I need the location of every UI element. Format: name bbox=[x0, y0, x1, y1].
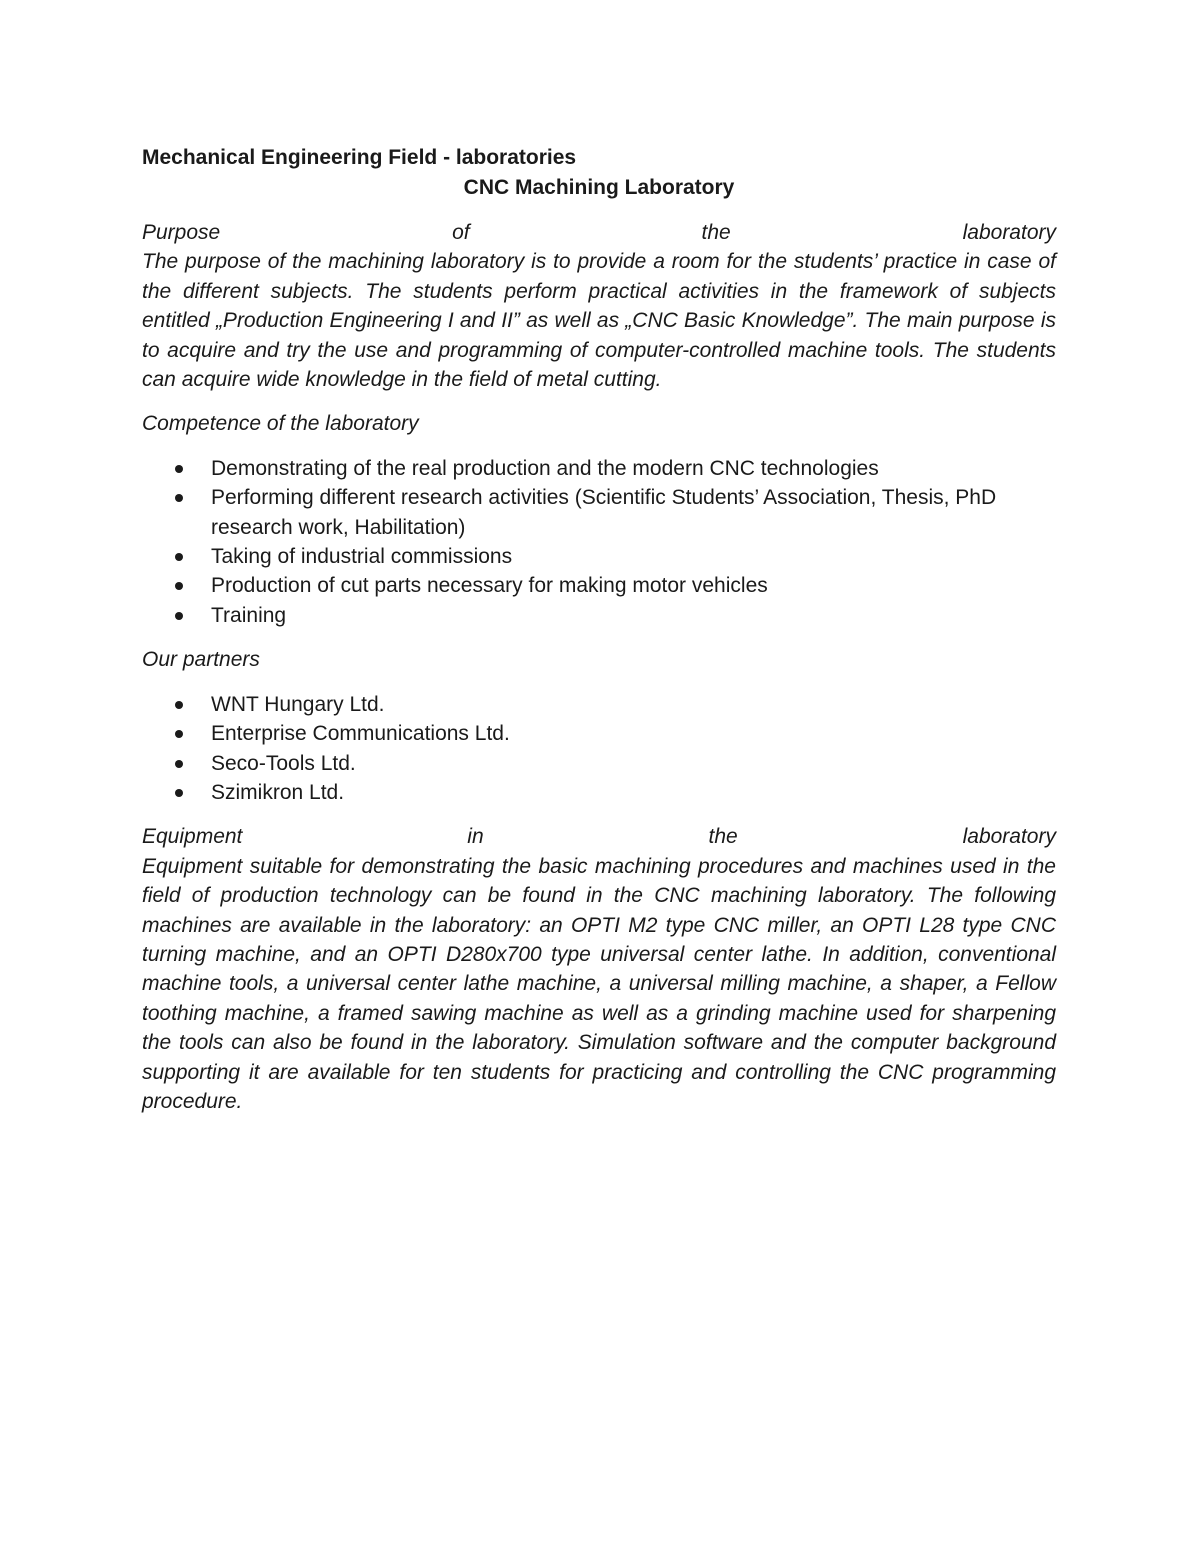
list-item bbox=[142, 778, 1056, 807]
document-subtitle: CNC Machining Laboratory bbox=[463, 176, 735, 199]
purpose-heading-word: Purpose bbox=[142, 221, 221, 244]
equipment-heading-word: Equipment bbox=[142, 825, 243, 849]
competence-heading: Competence of the laboratory bbox=[142, 412, 419, 436]
equipment-heading-word: in bbox=[467, 825, 484, 849]
list-item bbox=[142, 542, 1056, 571]
purpose-heading-word: the bbox=[701, 221, 731, 244]
bullet-icon bbox=[175, 730, 183, 738]
bullet-icon bbox=[175, 612, 183, 620]
list-item-text: Production of cut parts necessary for making motor vehicles bbox=[211, 574, 768, 598]
equipment-heading-word: laboratory bbox=[962, 825, 1056, 849]
bullet-icon bbox=[175, 701, 183, 709]
list-item bbox=[142, 483, 1056, 542]
list-item bbox=[142, 454, 1056, 483]
document-title: Mechanical Engineering Field - laboratories bbox=[142, 146, 577, 169]
list-item bbox=[142, 719, 1056, 748]
list-item bbox=[142, 749, 1056, 778]
competence-list bbox=[142, 454, 1056, 630]
purpose-heading-word: laboratory bbox=[962, 221, 1056, 244]
purpose-heading-word: of bbox=[452, 221, 470, 244]
list-item-text: Seco-Tools Ltd. bbox=[211, 751, 356, 775]
bullet-icon bbox=[175, 582, 183, 590]
list-item-text: Training bbox=[211, 603, 287, 627]
purpose-heading bbox=[142, 218, 1056, 247]
list-item-text: Szimikron Ltd. bbox=[211, 780, 345, 804]
bullet-icon bbox=[175, 789, 183, 797]
bullet-icon bbox=[175, 760, 183, 768]
list-item bbox=[142, 690, 1056, 719]
equipment-heading-word: the bbox=[708, 825, 738, 849]
list-item-text: Demonstrating of the real production and the modern CNC technologies bbox=[211, 456, 879, 480]
list-item-text: WNT Hungary Ltd. bbox=[211, 692, 385, 716]
bullet-icon bbox=[175, 553, 183, 561]
partners-list bbox=[142, 690, 1056, 808]
list-item-text: Taking of industrial commissions bbox=[211, 545, 513, 569]
list-item bbox=[142, 601, 1056, 630]
equipment-paragraph: Equipment suitable for demonstrating the basic machining procedures and machines used in the field of production technology can be found in the CNC machining laboratory. The following machines are available in the laboratory: an OPTI M2 type CNC miller, an OPTI L28 type CNC turning machine, and an OPTI D280x700 type universal center lathe. In addition, conventional machine tools, a universal center lathe machine, a universal milling machine, a shaper, a Fellow toothing machine, a framed sawing machine as well as a grinding machine used for sharpening the tools can also be found in the laboratory. Simulation software and the computer background supporting it are available for ten students for practicing and controlling the CNC programming procedure. bbox=[142, 854, 1056, 1113]
list-item-text: Enterprise Communications Ltd. bbox=[211, 722, 510, 746]
bullet-icon bbox=[175, 465, 183, 473]
equipment-heading bbox=[142, 822, 1056, 851]
document-page bbox=[142, 143, 1056, 1116]
purpose-paragraph: The purpose of the machining laboratory is to provide a room for the students’ practice in case of the different subjects. The students perform practical activities in the framework of subjects entitled „Production Engineering I and II” as well as „CNC Basic Knowledge”. The main purpose is to acquire and try the use and programming of computer-controlled machine tools. The students can acquire wide knowledge in the field of metal cutting. bbox=[142, 250, 1056, 392]
bullet-icon bbox=[175, 494, 183, 502]
list-item bbox=[142, 571, 1056, 600]
list-item-text: Performing different research activities (Scientific Students’ Association, Thesis, PhD research work, Habilitation) bbox=[211, 486, 997, 539]
partners-heading: Our partners bbox=[142, 648, 260, 672]
